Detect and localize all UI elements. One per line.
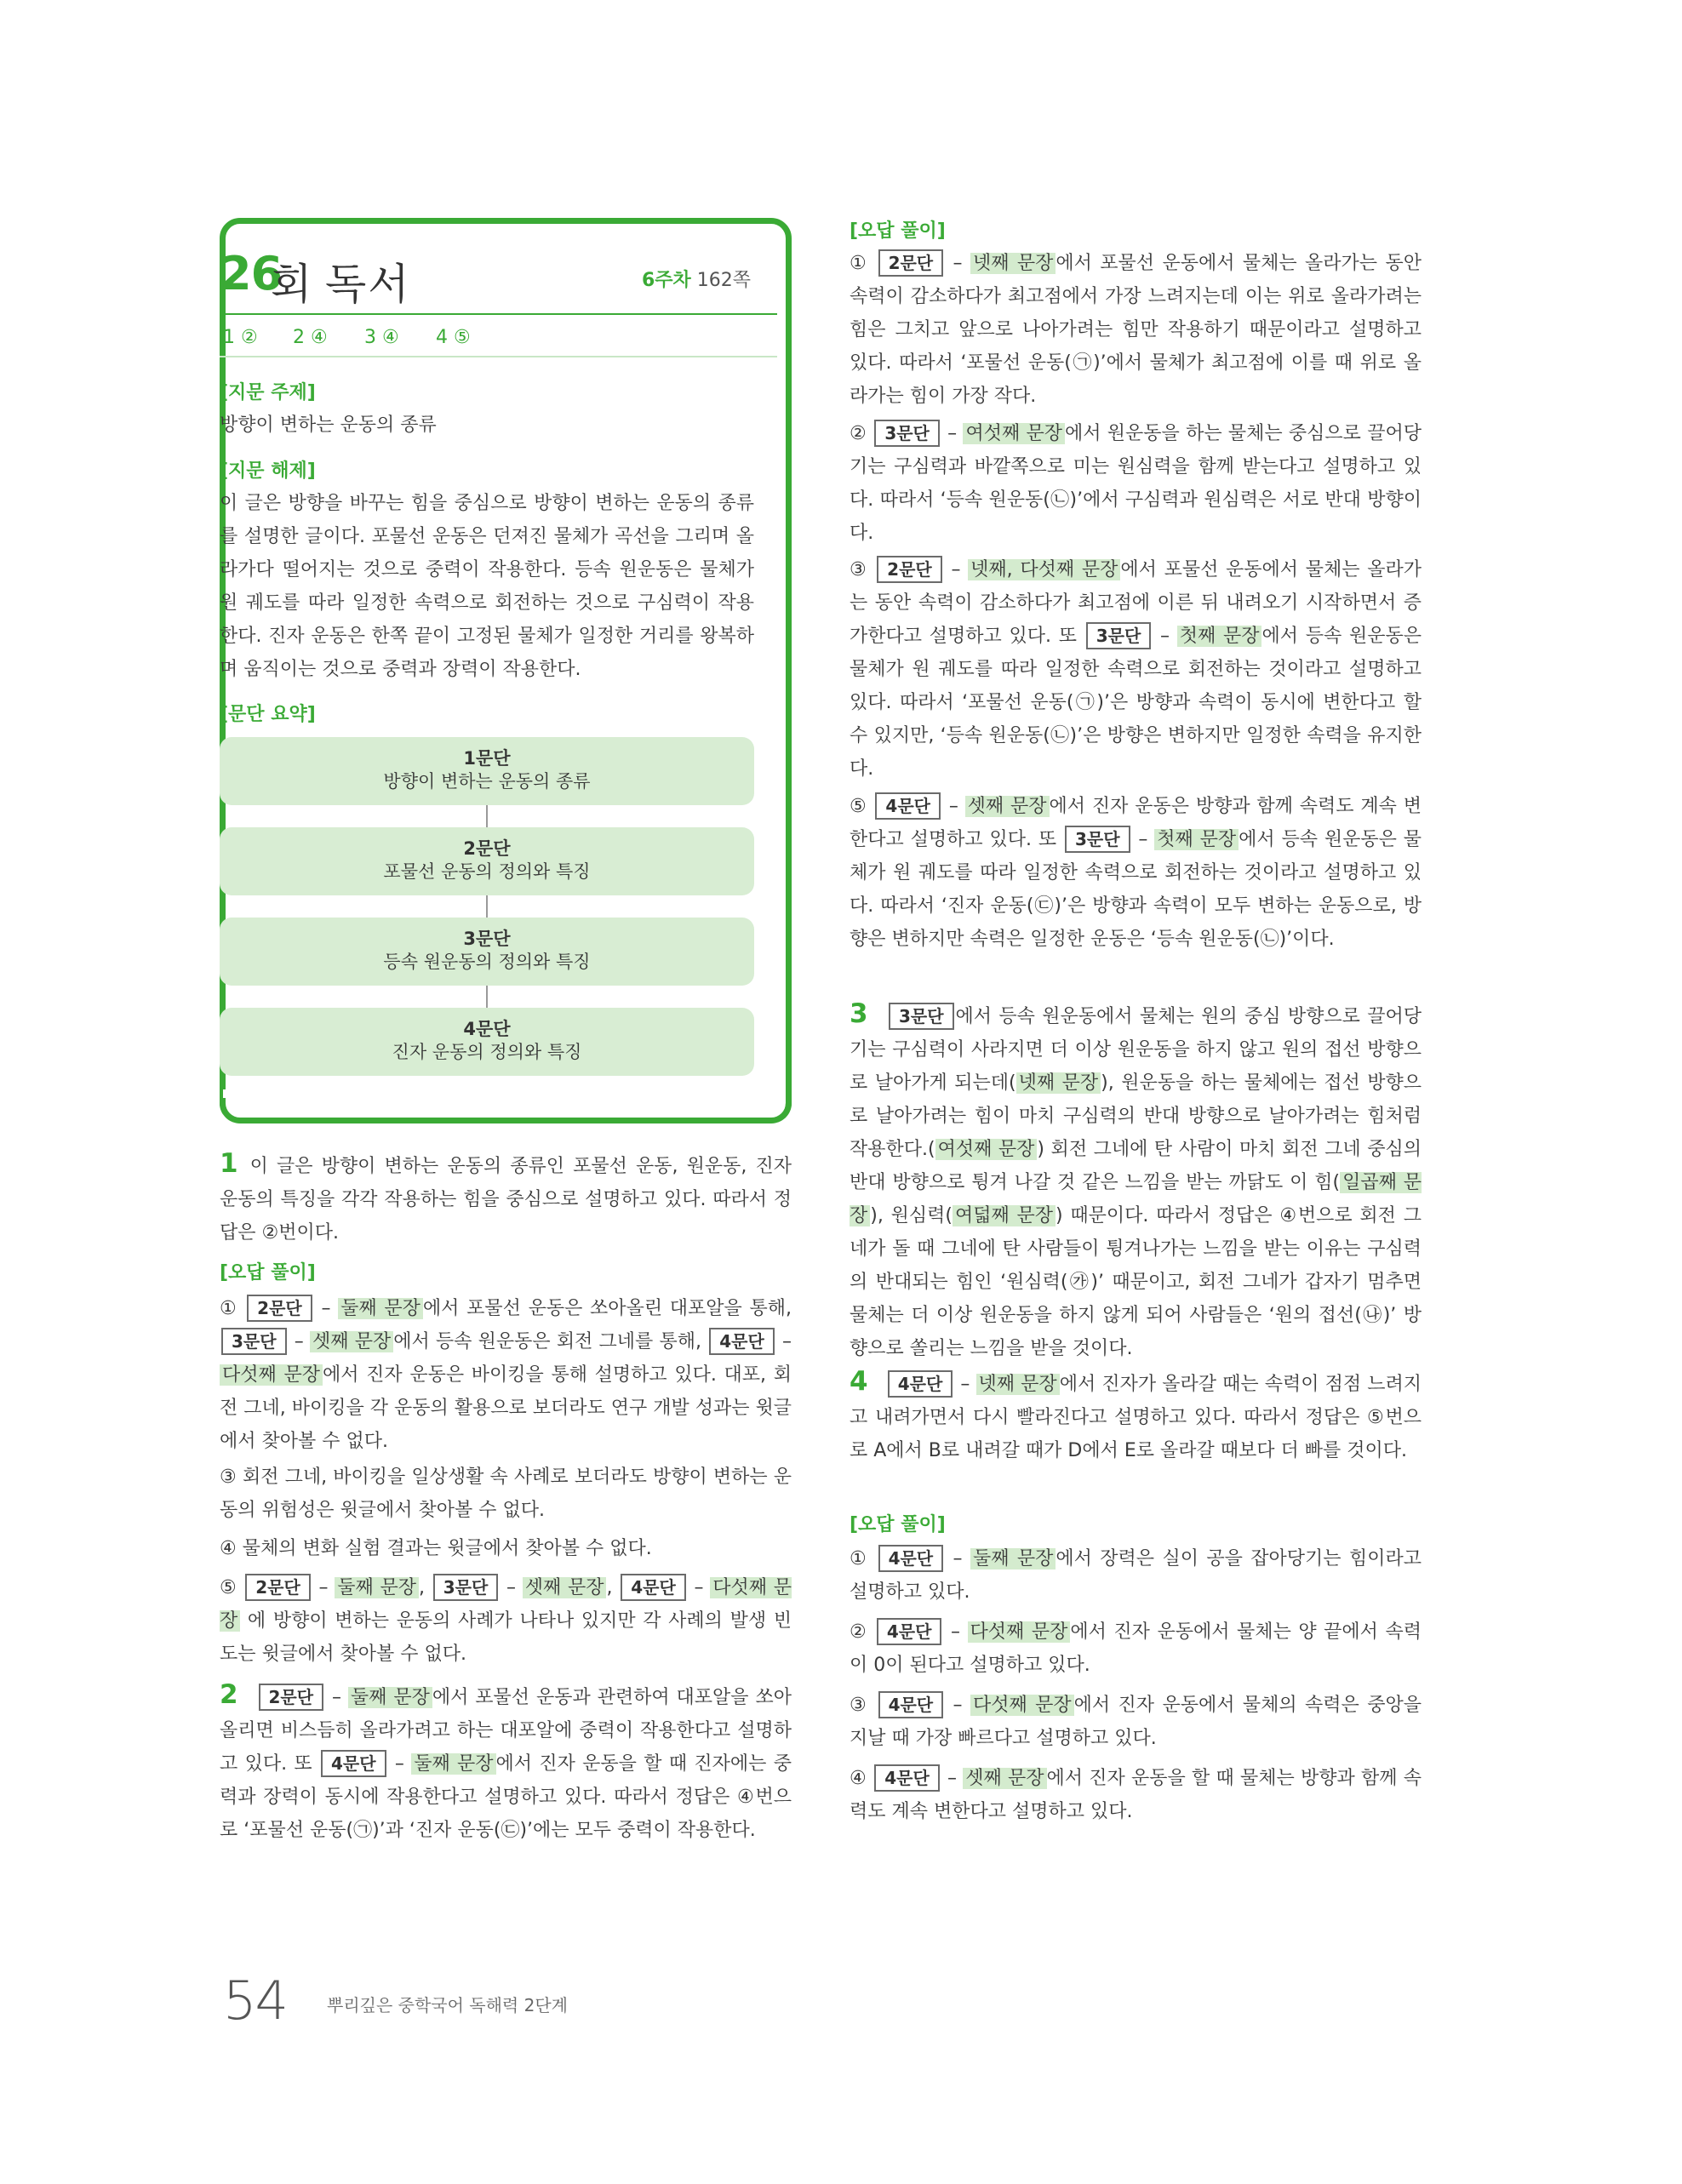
paragraph-tag: 4문단 [878, 1545, 944, 1572]
summary-title: 4문단 [463, 1019, 511, 1039]
option-text: 에서 등속 원운동은 물체가 원 궤도를 따라 일정한 속력으로 회전하는 것이라고 설명하고 있다. 따라서 ‘진자 운동(㉢)’은 방향과 속력이 모두 변하는 운동으로, 방향은 변하지만 속력은 일정한 운동은 ‘등속 원운동(㉡)’이다. [850, 829, 1422, 950]
summary-title: 1문단 [463, 748, 511, 769]
option-mark: ① [220, 1298, 238, 1319]
option-mark: ② [850, 1621, 868, 1643]
option-text: 에 방향이 변하는 운동의 사례가 나타나 있지만 각 사례의 발생 빈도는 윗글에서 찾아볼 수 없다. [220, 1610, 792, 1665]
sentence-highlight: 둘째 문장 [348, 1687, 432, 1708]
answer-4: 4 ⑤ [436, 327, 471, 348]
paragraph-tag: 2문단 [247, 1295, 312, 1322]
summary-desc: 포물선 운동의 정의와 특징 [383, 861, 591, 882]
q1-option-1: ① 2문단 – 둘째 문장 에서 포물선 운동은 쏘아올린 대포알을 통해, 3문단 – 셋째 문장 에서 등속 원운동은 회전 그네를 통해, 4문단 – 다섯째 문장 에서 진자 운동은 바이킹을 통해 설명하고 있다. 대포, 회전 그네, 바이킹을 각 운동의 활용으로 보더라도 연구 개발 성과는 윗글에서 찾아볼 수 없다. [220, 1292, 792, 1458]
paragraph-tag: 2문단 [878, 249, 944, 277]
question-number: 1 [220, 1148, 238, 1179]
q2-text: 에서 포물선 운동과 관련하여 대포알을 쏘아 올리면 비스듬히 올라가려고 하는 대포알에 중력이 작용한다고 설명하고 있다. 또 [220, 1687, 792, 1775]
paragraph-tag: 4문단 [321, 1750, 386, 1777]
card-header [220, 247, 792, 308]
sentence-highlight: 여섯째 문장 [935, 1139, 1038, 1160]
option-mark: ① [850, 253, 869, 274]
answer-3: 3 ④ [364, 327, 399, 348]
paragraph-tag: 2문단 [259, 1684, 324, 1711]
q1-answer [220, 1147, 792, 1249]
paragraph-tag: 4문단 [877, 1618, 942, 1645]
option-text: 에서 장력은 실이 공을 잡아당기는 힘이라고 설명하고 있다. [850, 1548, 1422, 1603]
summary-box-3 [220, 918, 754, 986]
summary-title: 3문단 [463, 929, 511, 949]
option-text: 에서 진자 운동은 방향과 함께 속력도 계속 변한다고 설명하고 있다. 또 [850, 796, 1422, 850]
q3-text: 에서 등속 원운동에서 물체는 원의 중심 방향으로 끌어당기는 구심력이 사라지면 더 이상 원운동을 하지 않고 원의 접선 방향으로 날아가게 되는데( [850, 1006, 1422, 1094]
explain-text: 이 글은 방향을 바꾸는 힘을 중심으로 방향이 변하는 운동의 종류를 설명한 글이다. 포물선 운동은 던져진 물체가 곡선을 그리며 올라가다 떨어지는 것으로 중력이 작용한다. 등속 원운동은 물체가 원 궤도를 따라 일정한 속력으로 회전하는 것으로 구심력이 작용한다. 진자 운동은 한쪽 끝이 고정된 물체가 일정한 거리를 왕복하며 움직이는 것으로 중력과 장력이 작용한다. [220, 493, 754, 680]
sentence-highlight: 다섯째 문장 [220, 1364, 323, 1386]
option-mark: ① [850, 1548, 869, 1569]
paragraph-tag: 4문단 [875, 792, 941, 820]
q4-text: 에서 진자가 올라갈 때는 속력이 점점 느려지고 내려가면서 다시 빨라진다고 설명하고 있다. 따라서 정답은 ⑤번으로 A에서 B로 내려갈 때가 D에서 E로 올라갈 때보다 더 빠를 것이다. [850, 1374, 1422, 1461]
option-text: 에서 진자 운동은 바이킹을 통해 설명하고 있다. 대포, 회전 그네, 바이킹을 각 운동의 활용으로 보더라도 연구 개발 성과는 윗글에서 찾아볼 수 없다. [220, 1364, 792, 1452]
q4-option-4: ④ 4문단 – 셋째 문장 에서 진자 운동을 할 때 물체는 방향과 함께 속력도 계속 변한다고 설명하고 있다. [850, 1762, 1422, 1828]
paragraph-tag: 3문단 [874, 420, 940, 447]
q3-text: ), 원운동을 하는 물체에는 접선 방향으로 날아가려는 힘이 마치 구심력의 반대 방향으로 날아가려는 힘처럼 작용한다.( [850, 1072, 1422, 1160]
paragraph-tag: 3문단 [1065, 826, 1130, 853]
q1-text: 이 글은 방향이 변하는 운동의 종류인 포물선 운동, 원운동, 진자 운동의 특징을 각각 작용하는 힘을 중심으로 설명하고 있다. 따라서 정답은 ②번이다. [220, 1156, 792, 1244]
q4-wrong-label: [오답 풀이] [850, 1514, 946, 1535]
answer-1: 1 ② [223, 327, 258, 348]
explain-label: [지문 해제] [220, 460, 316, 482]
sentence-highlight: 둘째 문장 [411, 1753, 495, 1775]
page-number: 54 [223, 1970, 287, 2032]
option-text: 에서 진자 운동을 할 때 물체는 방향과 함께 속력도 계속 변한다고 설명하고 있다. [850, 1768, 1422, 1822]
q3-text: ) 회전 그네에 탄 사람이 마치 회전 그네 중심의 반대 방향으로 튕겨 나갈 것 같은 느낌을 받는 까닭도 이 힘( [850, 1139, 1422, 1193]
summary-box-2 [220, 827, 754, 895]
sentence-highlight: 여덟째 문장 [953, 1205, 1056, 1226]
q2-option-5: ⑤ 4문단 – 셋째 문장 에서 진자 운동은 방향과 함께 속력도 계속 변한다고 설명하고 있다. 또 3문단 – 첫째 문장 에서 등속 원운동은 물체가 원 궤도를 따라 일정한 속력으로 회전하는 것이라고 설명하고 있다. 따라서 ‘진자 운동(㉢)’은 방향과 속력이 모두 변하는 운동으로, 방향은 변하지만 속력은 일정한 운동은 ‘등속 원운동(㉡)’이다. [850, 790, 1422, 956]
q4-option-1: ① 4문단 – 둘째 문장 에서 장력은 실이 공을 잡아당기는 힘이라고 설명하고 있다. [850, 1542, 1422, 1609]
book-title: 뿌리깊은 중학국어 독해력 2단계 [327, 1995, 568, 2015]
sentence-highlight: 일곱째 문장 [850, 1172, 1422, 1226]
option-text: 에서 포물선 운동은 쏘아올린 대포알을 통해, [422, 1298, 792, 1319]
week-info [642, 266, 751, 292]
summary-box-4 [220, 1008, 754, 1076]
paragraph-tag: 4문단 [874, 1764, 940, 1792]
card-content [220, 218, 792, 1123]
q1-option-5: ⑤ 2문단 – 둘째 문장 , 3문단 – 셋째 문장 , 4문단 – 다섯째 문장 에 방향이 변하는 운동의 사례가 나타나 있지만 각 사례의 발생 빈도는 윗글에서 찾아볼 수 없다. [220, 1571, 792, 1671]
summary-connector [486, 986, 488, 1008]
summary-connector [486, 805, 488, 827]
q1-option-4: ④ 물체의 변화 실험 결과는 윗글에서 찾아볼 수 없다. [220, 1538, 652, 1559]
topic-text: 방향이 변하는 운동의 종류 [220, 415, 437, 436]
summary-desc: 진자 운동의 정의와 특징 [392, 1042, 582, 1062]
option-mark: ② [850, 423, 867, 444]
q4-option-3: ③ 4문단 – 다섯째 문장 에서 진자 운동에서 물체의 속력은 중앙을 지날 때 가장 빠르다고 설명하고 있다. [850, 1689, 1422, 1755]
paragraph-tag: 3문단 [1086, 622, 1152, 649]
q1-option-3: ③ 회전 그네, 바이킹을 일상생활 속 사례로 보더라도 방향이 변하는 운동의 위험성은 윗글에서 찾아볼 수 없다. [220, 1466, 792, 1521]
option-text: 에서 등속 원운동은 회전 그네를 통해, [393, 1331, 701, 1352]
summary-desc: 방향이 변하는 운동의 종류 [383, 771, 591, 792]
paragraph-tag: 3문단 [221, 1328, 287, 1355]
option-text: 에서 원운동을 하는 물체는 중심으로 끌어당기는 구심력과 바깥쪽으로 미는 원심력을 함께 받는다고 설명하고 있다. 따라서 ‘등속 원운동(㉡)’에서 구심력과 원심력은 서로 반대 방향이다. [850, 423, 1422, 544]
option-mark: ⑤ [220, 1577, 237, 1598]
q2-answer: 2 2문단 – 둘째 문장 에서 포물선 운동과 관련하여 대포알을 쏘아 올리면 비스듬히 올라가려고 하는 대포알에 중력이 작용한다고 설명하고 있다. 또 4문단 – 둘째 문장 에서 진자 운동을 할 때 진자에는 중력과 장력이 동시에 작용한다고 설명하고 있다. 따라서 정답은 ④번으로 ‘포물선 운동(㉠)’과 ‘진자 운동(㉢)’에는 모두 중력이 작용한다. [220, 1679, 792, 1841]
option-text: 에서 등속 원운동은 물체가 원 궤도를 따라 일정한 속력으로 회전하는 것이라고 설명하고 있다. 따라서 ‘포물선 운동(㉠)’은 방향과 속력이 동시에 변한다고 할 수 있지만, ‘등속 원운동(㉡)’은 방향은 변하지만 일정한 속력을 유지한다. [850, 626, 1422, 780]
lesson-hoe: 회 [271, 260, 312, 309]
sentence-highlight: 넷째 문장 [1016, 1072, 1101, 1094]
answer-key [220, 322, 792, 354]
sentence-highlight: 첫째 문장 [1177, 626, 1262, 647]
sentence-highlight: 셋째 문장 [963, 1768, 1046, 1789]
topic-label: [지문 주제] [220, 382, 316, 403]
q2-text: 에서 진자 운동을 할 때 진자에는 중력과 장력이 동시에 작용한다고 설명하고 있다. 따라서 정답은 ④번으로 ‘포물선 운동(㉠)’과 ‘진자 운동(㉢)’에는 모두 중력이 작용한다. [220, 1753, 792, 1841]
sentence-highlight: 셋째 문장 [310, 1331, 393, 1352]
sentence-highlight: 여섯째 문장 [963, 423, 1065, 444]
paragraph-tag: 2문단 [877, 556, 942, 583]
lesson-subject: 독서 [325, 260, 411, 309]
question-number: 2 [220, 1679, 238, 1710]
q4-answer: 4 4문단 – 넷째 문장 에서 진자가 올라갈 때는 속력이 점점 느려지고 내려가면서 다시 빨라진다고 설명하고 있다. 따라서 정답은 ⑤번으로 A에서 B로 내려갈 때가 D에서 E로 올라갈 때보다 더 빠를 것이다. [850, 1366, 1422, 1461]
question-number: 3 [850, 998, 868, 1029]
card-divider-2 [220, 356, 777, 357]
option-text: 에서 진자 운동에서 물체는 양 끝에서 속력이 0이 된다고 설명하고 있다. [850, 1621, 1422, 1676]
q3-text: ), 원심력( [870, 1205, 953, 1226]
option-text: 에서 포물선 운동에서 물체는 올라가는 동안 속력이 감소하다가 최고점에서 가장 느려지는데 이는 위로 올라가려는 힘은 그치고 앞으로 나아가려는 힘만 작용하기 때문이라고 설명하고 있다. 따라서 ‘포물선 운동(㉠)’에서 물체가 최고점에 이를 때 위로 올라가는 힘이 가장 작다. [850, 253, 1422, 407]
q4-option-2: ② 4문단 – 다섯째 문장 에서 진자 운동에서 물체는 양 끝에서 속력이 0이 된다고 설명하고 있다. [850, 1615, 1422, 1682]
paragraph-tag: 4문단 [709, 1328, 775, 1355]
option-mark: ③ [850, 1695, 869, 1716]
week-label: 6주차 [641, 270, 691, 291]
sentence-highlight: 둘째 문장 [970, 1548, 1056, 1569]
week-page: 162쪽 [696, 270, 751, 291]
sentence-highlight: 넷째 문장 [976, 1374, 1060, 1395]
summary-connector [486, 895, 488, 918]
summary-box-1 [220, 737, 754, 805]
q2-wrong-label: [오답 풀이] [850, 220, 946, 242]
sentence-highlight: 넷째 문장 [970, 253, 1056, 274]
sentence-highlight: 셋째 문장 [523, 1577, 607, 1598]
option-mark: ⑤ [850, 796, 867, 817]
q2-option-1: ① 2문단 – 넷째 문장 에서 포물선 운동에서 물체는 올라가는 동안 속력이 감소하다가 최고점에서 가장 느려지는데 이는 위로 올라가려는 힘은 그치고 앞으로 나아가려는 힘만 작용하기 때문이라고 설명하고 있다. 따라서 ‘포물선 운동(㉠)’에서 물체가 최고점에 이를 때 위로 올라가는 힘이 가장 작다. [850, 247, 1422, 413]
summary-title: 2문단 [463, 838, 511, 859]
sentence-highlight: 다섯째 문장 [220, 1577, 792, 1632]
paragraph-tag: 4문단 [621, 1574, 686, 1601]
option-mark: ④ [850, 1768, 867, 1789]
option-text: 에서 포물선 운동에서 물체는 올라가는 동안 속력이 감소하다가 최고점에 이른 뒤 내려오기 시작하면서 증가한다고 설명하고 있다. 또 [850, 559, 1422, 647]
sentence-highlight: 셋째 문장 [965, 796, 1050, 817]
q2-option-2: ② 3문단 – 여섯째 문장 에서 원운동을 하는 물체는 중심으로 끌어당기는 구심력과 바깥쪽으로 미는 원심력을 함께 받는다고 설명하고 있다. 따라서 ‘등속 원운동(㉡)’에서 구심력과 원심력은 서로 반대 방향이다. [850, 417, 1422, 550]
paragraph-tag: 3문단 [889, 1003, 954, 1030]
q1-wrong-label: [오답 풀이] [220, 1262, 316, 1284]
paragraph-tag: 3문단 [433, 1574, 499, 1601]
paragraph-tag: 2문단 [245, 1574, 311, 1601]
option-text: 에서 진자 운동에서 물체의 속력은 중앙을 지날 때 가장 빠르다고 설명하고 있다. [850, 1695, 1422, 1749]
sentence-highlight: 다섯째 문장 [968, 1621, 1071, 1643]
sentence-highlight: 다섯째 문장 [970, 1695, 1074, 1716]
option-mark: ③ [850, 559, 868, 580]
sentence-highlight: 둘째 문장 [338, 1298, 423, 1319]
paragraph-tag: 4문단 [878, 1691, 944, 1718]
q3-text: ) 때문이다. 따라서 정답은 ④번으로 회전 그네가 돌 때 그네에 탄 사람들이 튕겨나가는 느낌을 받는 이유는 구심력의 반대되는 힘인 ‘원심력(㉮)’ 때문이고, 회전 그네가 갑자기 멈추면 물체는 더 이상 원운동을 하지 않게 되어 사람들은 ‘원의 접선(㉯)’ 방향으로 쏠리는 느낌을 받을 것이다. [850, 1205, 1422, 1359]
question-number: 4 [850, 1366, 868, 1397]
sentence-highlight: 넷째, 다섯째 문장 [968, 559, 1120, 580]
summary-label: [문단 요약] [220, 704, 316, 725]
card-divider [220, 313, 777, 315]
q3-answer [850, 998, 1422, 1365]
summary-desc: 등속 원운동의 정의와 특징 [383, 952, 591, 972]
q2-option-3: ③ 2문단 – 넷째, 다섯째 문장 에서 포물선 운동에서 물체는 올라가는 동안 속력이 감소하다가 최고점에 이른 뒤 내려오기 시작하면서 증가한다고 설명하고 있다. 또 3문단 – 첫째 문장 에서 등속 원운동은 물체가 원 궤도를 따라 일정한 속력으로 회전하는 것이라고 설명하고 있다. 따라서 ‘포물선 운동(㉠)’은 방향과 속력이 동시에 변한다고 할 수 있지만, ‘등속 원운동(㉡)’은 방향은 변하지만 일정한 속력을 유지한다. [850, 553, 1422, 786]
sentence-highlight: 둘째 문장 [335, 1577, 419, 1598]
sentence-highlight: 첫째 문장 [1154, 829, 1239, 850]
answer-2: 2 ④ [293, 327, 328, 348]
lesson-number: 26 [220, 247, 283, 300]
paragraph-tag: 4문단 [888, 1370, 953, 1398]
